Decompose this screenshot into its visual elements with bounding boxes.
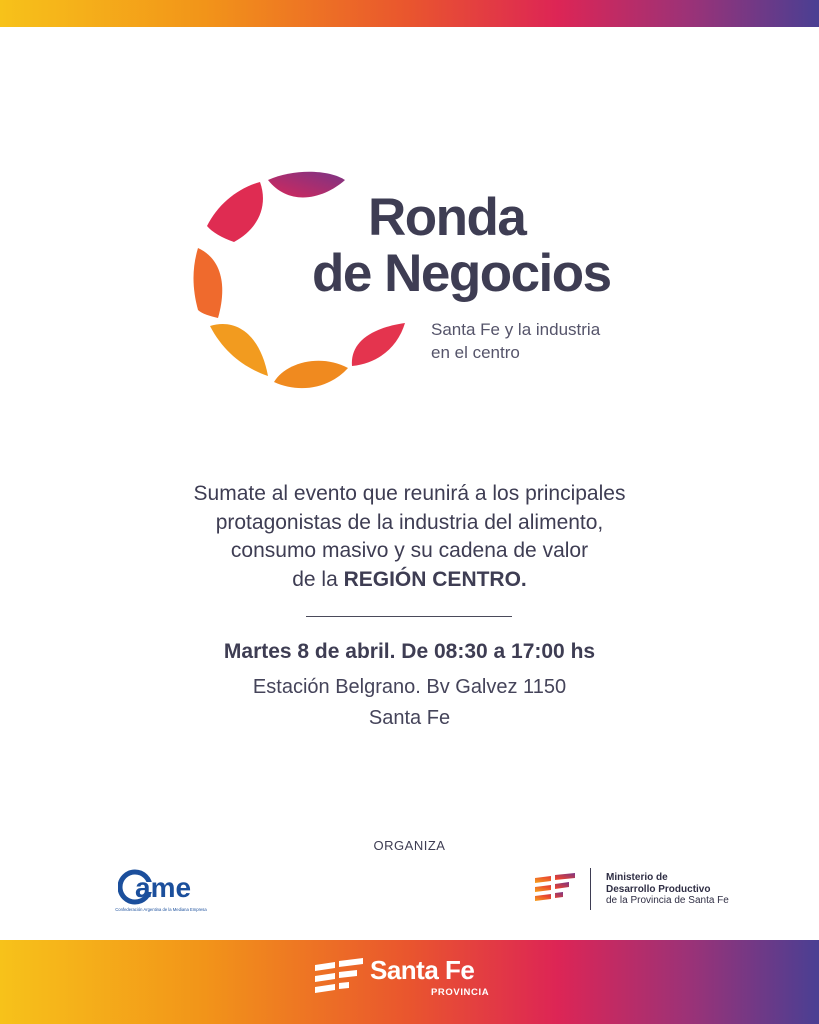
footer-sub: PROVINCIA [431, 987, 490, 998]
ministry-name [606, 872, 729, 907]
intro-line-2: protagonistas de la industria del alimento, [215, 510, 604, 534]
ministry-logo [533, 866, 733, 912]
event-date: Martes 8 de abril. De 08:30 a 17:00 hs [223, 640, 596, 663]
petal-lower-left [210, 324, 268, 376]
intro-line-4-prefix: de la [292, 567, 344, 591]
intro-line-1: Sumate al evento que reunirá a los principales [193, 482, 626, 505]
title-line-2: de Negocios [312, 244, 611, 303]
came-tagline: Confederación Argentina de la Mediana Empresa [115, 907, 207, 912]
intro-line-3: consumo masivo y su cadena de valor [230, 539, 589, 562]
event-city: Santa Fe [368, 707, 451, 729]
intro-line-4 [0, 566, 819, 595]
ministry-line-3: de la Provincia de Santa Fe [606, 895, 729, 906]
came-logo-mark [118, 868, 208, 906]
santa-fe-stripes-icon-white [313, 957, 365, 997]
event-title [312, 190, 652, 302]
came-logo-text: ame [135, 872, 192, 903]
petal-right [352, 323, 405, 366]
ministry-line-2: Desarrollo Productivo [606, 883, 711, 895]
intro-paragraph [0, 480, 819, 594]
region-highlight: REGIÓN CENTRO. [343, 567, 527, 591]
came-logo [106, 868, 216, 918]
divider [306, 616, 512, 617]
event-subtitle [431, 318, 691, 364]
organiza-label: ORGANIZA [373, 838, 446, 853]
santa-fe-stripes-icon [533, 872, 577, 906]
subtitle-line-2: en el centro [431, 343, 520, 362]
ministry-line-1: Ministerio de [606, 872, 668, 883]
petal-bottom [274, 361, 348, 388]
ministry-separator [590, 868, 591, 910]
footer-brand: Santa Fe [370, 955, 475, 985]
event-address: Estación Belgrano. Bv Galvez 1150 [252, 676, 567, 698]
event-location [0, 672, 819, 734]
petal-left [194, 248, 223, 318]
petal-upper-left [207, 182, 263, 242]
top-gradient-bar [0, 0, 819, 27]
title-line-1: Ronda [368, 188, 526, 247]
subtitle-line-1: Santa Fe y la industria [431, 320, 601, 339]
santa-fe-provincia-logo [313, 955, 513, 1001]
